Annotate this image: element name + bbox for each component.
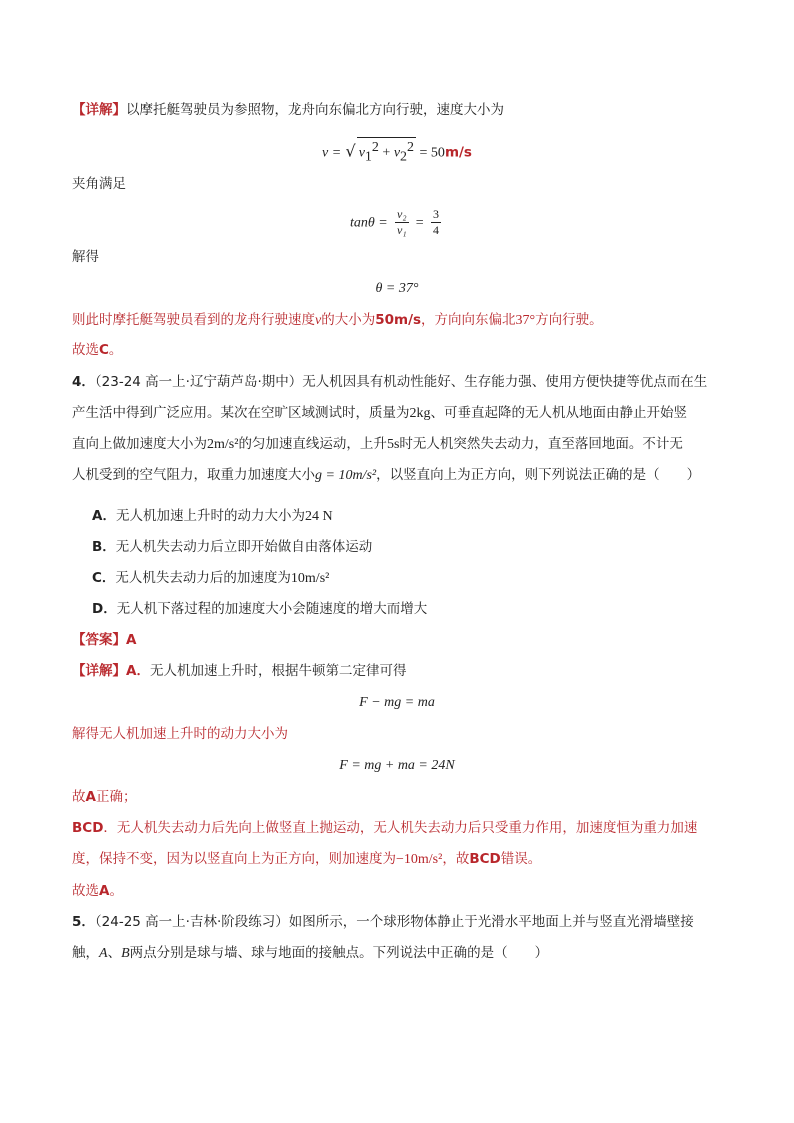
- q3-conclusion: 则此时摩托艇驾驶员看到的龙舟行驶速度v的大小为50m/s，方向向东偏北37°方向行驶。: [72, 312, 603, 328]
- q5-stem-line-1: 5．（24-25 高一上·吉林·阶段练习）如图所示，一个球形物体静止于光滑水平地面上并与竖直光滑墙壁接: [72, 914, 694, 930]
- q4-newton-equation: F − mg = ma: [359, 695, 435, 710]
- q5-source: （24-25 高一上·吉林·阶段练习）: [94, 914, 289, 930]
- q4-number: 4．: [72, 374, 95, 390]
- q4-force-equation: F = mg + ma = 24N: [339, 758, 455, 773]
- fraction-3-4: $\frac{3}{4}$: [433, 207, 439, 237]
- q3-solve-label: 解得: [72, 249, 99, 265]
- q4-stem-line-2: 产生活中得到广泛应用。某次在空旷区域测试时，质量为2kg、可垂直起降的无人机从地面由静止开始竖: [72, 405, 687, 421]
- q4-solve-text: 解得无人机加速上升时的动力大小为: [72, 726, 288, 742]
- q4-option-b: B．无人机失去动力后立即开始做自由落体运动: [92, 539, 373, 555]
- q4-correct: 故A正确；: [72, 789, 137, 805]
- q4-choice: 故选A。: [72, 883, 123, 899]
- q4-bcd-line-2: 度，保持不变，因为以竖直向上为正方向，则加速度为−10m/s²，故BCD错误。: [72, 851, 542, 867]
- q4-detail-line: 【详解】A．无人机加速上升时，根据牛顿第二定律可得: [72, 663, 407, 679]
- q3-detail-line: [72, 100, 504, 120]
- q3-choice: 故选C。: [72, 342, 123, 358]
- radical-content: $v_1^2 + v_2^2$: [357, 137, 416, 167]
- q4-answer: 【答案】A: [72, 632, 137, 648]
- q4-option-c: C．无人机失去动力后的加速度为10m/s²: [92, 570, 330, 586]
- q4-bcd-line-1: BCD．无人机失去动力后先向上做竖直上抛运动，无人机失去动力后只受重力作用，加速度恒为重力加速: [72, 820, 698, 836]
- q4-stem-line-4: 人机受到的空气阻力，取重力加速度大小g = 10m/s²，以竖直向上为正方向，则下列说法正确的是（ ）: [72, 467, 701, 483]
- detail-tag: 【详解】: [72, 102, 126, 118]
- q3-speed-equation: v = √ $v_1^2 + v_2^2 = 50m/s$: [0, 137, 794, 167]
- q4-stem-line-3: 直向上做加速度大小为2m/s²的匀加速直线运动，上升5s时无人机突然失去动力，直至落回地面。不计无: [72, 436, 683, 452]
- q4-option-a: A．无人机加速上升时的动力大小为24 N: [92, 508, 333, 524]
- q5-stem-line-2: 触，A、B两点分别是球与墙、球与地面的接触点。下列说法中正确的是（ ）: [72, 945, 549, 961]
- q5-number: 5．: [72, 914, 95, 930]
- q4-source: （23-24 高一上·辽宁葫芦岛·期中）: [94, 374, 303, 390]
- q3-angle-label: 夹角满足: [72, 176, 126, 192]
- fraction-v2-v1: $\frac{\text{v₂}}{\text{v₁}}$: [397, 207, 407, 237]
- q3-detail-text: 以摩托艇驾驶员为参照物，龙舟向东偏北方向行驶，速度大小为: [126, 102, 504, 118]
- q4-stem-line-1: 4．（23-24 高一上·辽宁葫芦岛·期中）无人机因具有机动性能好、生存能力强、使用方便快捷等优点而在生: [72, 374, 708, 390]
- q3-tan-equation: tanθ = $\frac{\text{v₂}}{\text{v₁}}$ = $\frac{3}{4}$: [349, 207, 439, 237]
- q4-option-d: D．无人机下落过程的加速度大小会随速度的增大而增大: [92, 601, 428, 617]
- q3-theta-equation: θ = 37°: [375, 281, 419, 296]
